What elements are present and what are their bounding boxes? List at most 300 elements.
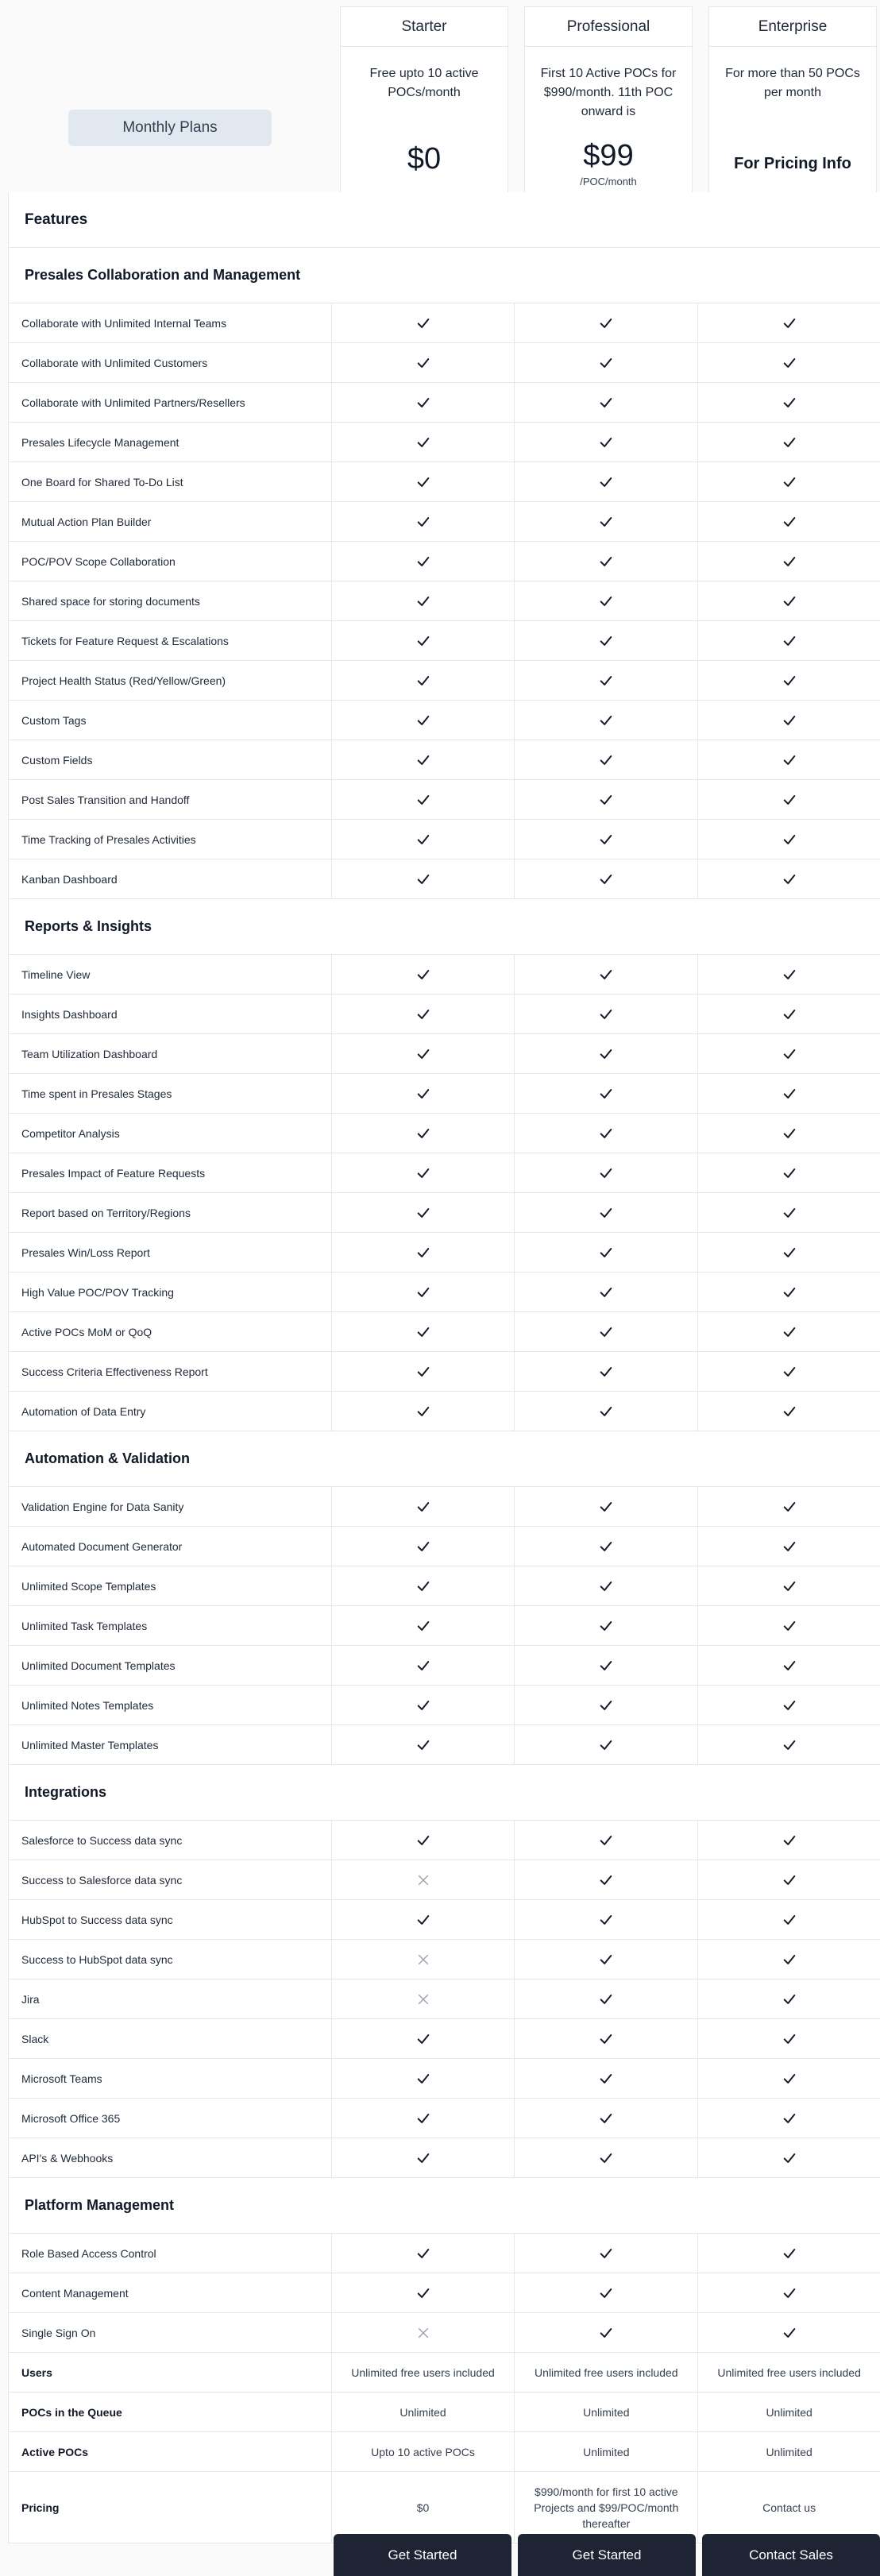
plan-availability-cell <box>515 1979 698 2018</box>
check-icon <box>416 674 430 688</box>
check-icon <box>599 2072 613 2086</box>
check-icon <box>782 2326 797 2340</box>
feature-label: Presales Lifecycle Management <box>9 423 332 462</box>
plan-availability-cell <box>332 1233 515 1272</box>
plan-availability-cell <box>332 2234 515 2273</box>
plan-availability-cell <box>332 2138 515 2177</box>
feature-label: Mutual Action Plan Builder <box>9 502 332 541</box>
check-icon <box>416 1698 430 1713</box>
plan-availability-cell <box>515 1940 698 1979</box>
feature-comparison-table <box>8 192 880 2543</box>
feature-label: Role Based Access Control <box>9 2234 332 2273</box>
check-icon <box>416 515 430 529</box>
check-icon <box>782 1404 797 1419</box>
plan-availability-cell <box>698 1527 880 1566</box>
summary-value: Contact us <box>762 2501 816 2514</box>
check-icon <box>416 1126 430 1141</box>
feature-label: Unlimited Document Templates <box>9 1646 332 1685</box>
check-icon <box>782 967 797 982</box>
feature-row <box>9 1153 880 1193</box>
plan-availability-cell <box>698 1392 880 1431</box>
plan-price: $0 <box>407 142 442 176</box>
check-icon <box>782 554 797 569</box>
plan-availability-cell <box>515 2313 698 2352</box>
check-icon <box>416 316 430 330</box>
feature-label: Microsoft Office 365 <box>9 2099 332 2138</box>
check-icon <box>599 1285 613 1300</box>
feature-row <box>9 2234 880 2273</box>
footer-get-started-button[interactable]: Get Started <box>518 2534 696 2576</box>
check-icon <box>782 753 797 767</box>
plan-availability-cell <box>332 701 515 740</box>
check-icon <box>599 1007 613 1022</box>
feature-row <box>9 740 880 780</box>
summary-value: Unlimited free users included <box>515 2353 698 2392</box>
check-icon <box>782 1873 797 1887</box>
check-icon <box>416 356 430 370</box>
cross-icon <box>416 2326 430 2340</box>
plan-name: Starter <box>341 7 508 47</box>
check-icon <box>782 674 797 688</box>
feature-label: Success to Salesforce data sync <box>9 1860 332 1899</box>
plan-availability-cell <box>515 621 698 660</box>
check-icon <box>416 1539 430 1554</box>
feature-label: Microsoft Teams <box>9 2059 332 2098</box>
plan-availability-cell <box>515 1392 698 1431</box>
summary-value: Unlimited <box>515 2432 698 2471</box>
check-icon <box>782 1952 797 1967</box>
feature-label: Collaborate with Unlimited Internal Teams <box>9 303 332 342</box>
check-icon <box>782 594 797 608</box>
monthly-plans-toggle[interactable]: Monthly Plans <box>68 110 272 146</box>
plan-availability-cell <box>698 2019 880 2058</box>
plan-availability-cell <box>698 2273 880 2312</box>
feature-row <box>9 1273 880 1312</box>
feature-row <box>9 1487 880 1527</box>
plan-name: Professional <box>525 7 692 47</box>
check-icon <box>599 2326 613 2340</box>
check-icon <box>416 634 430 648</box>
summary-row <box>9 2432 880 2472</box>
footer-contact-sales-button[interactable]: Contact Sales <box>702 2534 880 2576</box>
check-icon <box>599 1404 613 1419</box>
feature-label: Active POCs MoM or QoQ <box>9 1312 332 1351</box>
feature-label: Slack <box>9 2019 332 2058</box>
feature-label: Tickets for Feature Request & Escalations <box>9 621 332 660</box>
plan-availability-cell <box>698 1725 880 1764</box>
feature-row <box>9 1527 880 1566</box>
check-icon <box>416 2072 430 2086</box>
feature-label: Salesforce to Success data sync <box>9 1821 332 1860</box>
check-icon <box>416 2286 430 2300</box>
feature-label: Custom Tags <box>9 701 332 740</box>
feature-label: Collaborate with Unlimited Partners/Resellers <box>9 383 332 422</box>
check-icon <box>599 1833 613 1848</box>
plan-availability-cell <box>698 1566 880 1605</box>
check-icon <box>782 1246 797 1260</box>
feature-row <box>9 780 880 820</box>
feature-row <box>9 1821 880 1860</box>
plan-availability-cell <box>515 1074 698 1113</box>
summary-label: Users <box>9 2353 332 2392</box>
feature-table-body <box>9 248 880 2543</box>
plan-availability-cell <box>698 2313 880 2352</box>
summary-row <box>9 2393 880 2432</box>
check-icon <box>782 515 797 529</box>
plan-availability-cell <box>515 383 698 422</box>
check-icon <box>599 753 613 767</box>
check-icon <box>782 1365 797 1379</box>
feature-row <box>9 1900 880 1940</box>
check-icon <box>782 2286 797 2300</box>
plan-availability-cell <box>332 994 515 1033</box>
plan-availability-cell <box>332 740 515 779</box>
plan-availability-cell <box>332 1312 515 1351</box>
plan-availability-cell <box>332 1646 515 1685</box>
check-icon <box>416 1833 430 1848</box>
feature-label: Shared space for storing documents <box>9 581 332 620</box>
check-icon <box>782 1500 797 1514</box>
plan-availability-cell <box>332 2313 515 2352</box>
check-icon <box>782 1285 797 1300</box>
cross-icon <box>416 1992 430 2006</box>
plan-availability-cell <box>698 1034 880 1073</box>
plan-availability-cell <box>332 955 515 994</box>
check-icon <box>416 1166 430 1180</box>
plan-availability-cell <box>698 1193 880 1232</box>
summary-value: Unlimited <box>766 2405 812 2419</box>
feature-label: Unlimited Scope Templates <box>9 1566 332 1605</box>
summary-value: Upto 10 active POCs <box>332 2432 515 2471</box>
feature-row <box>9 1686 880 1725</box>
check-icon <box>782 475 797 489</box>
check-icon <box>599 1539 613 1554</box>
plan-availability-cell <box>515 2234 698 2273</box>
check-icon <box>416 832 430 847</box>
plan-availability-cell <box>515 1900 698 1939</box>
plan-availability-cell <box>332 1940 515 1979</box>
plan-availability-cell <box>698 2138 880 2177</box>
plan-availability-cell <box>698 1114 880 1153</box>
check-icon <box>782 1659 797 1673</box>
feature-label: Competitor Analysis <box>9 1114 332 1153</box>
plan-availability-cell <box>332 1566 515 1605</box>
feature-row <box>9 343 880 383</box>
check-icon <box>599 1126 613 1141</box>
feature-label: Success Criteria Effectiveness Report <box>9 1352 332 1391</box>
plan-availability-cell <box>698 1686 880 1724</box>
check-icon <box>416 1738 430 1752</box>
feature-label: API's & Webhooks <box>9 2138 332 2177</box>
check-icon <box>782 1539 797 1554</box>
plan-availability-cell <box>698 542 880 581</box>
feature-row <box>9 1646 880 1686</box>
feature-row <box>9 2138 880 2178</box>
feature-label: Unlimited Master Templates <box>9 1725 332 1764</box>
check-icon <box>599 1698 613 1713</box>
plan-description: Free upto 10 active POCs/month <box>369 67 479 99</box>
feature-row <box>9 1233 880 1273</box>
plan-availability-cell <box>515 303 698 342</box>
feature-label: Automated Document Generator <box>9 1527 332 1566</box>
check-icon <box>599 1246 613 1260</box>
plan-description: First 10 Active POCs for $990/month. 11th POC onward is <box>540 67 677 118</box>
check-icon <box>599 1047 613 1061</box>
check-icon <box>599 2246 613 2261</box>
plan-availability-cell <box>515 1725 698 1764</box>
check-icon <box>416 1365 430 1379</box>
feature-row <box>9 303 880 343</box>
check-icon <box>599 515 613 529</box>
plan-availability-cell <box>332 1821 515 1860</box>
plan-availability-cell <box>515 780 698 819</box>
check-icon <box>782 1992 797 2006</box>
plan-availability-cell <box>515 2273 698 2312</box>
plan-availability-cell <box>698 1153 880 1192</box>
plan-availability-cell <box>698 859 880 898</box>
plan-availability-cell <box>515 542 698 581</box>
cross-icon <box>416 1952 430 1967</box>
plan-availability-cell <box>515 1312 698 1351</box>
plan-availability-cell <box>332 502 515 541</box>
plan-availability-cell <box>332 383 515 422</box>
feature-label: POC/POV Scope Collaboration <box>9 542 332 581</box>
check-icon <box>599 674 613 688</box>
plan-availability-cell <box>332 303 515 342</box>
check-icon <box>416 1659 430 1673</box>
check-icon <box>599 1206 613 1220</box>
check-icon <box>599 594 613 608</box>
check-icon <box>416 1404 430 1419</box>
plan-availability-cell <box>698 1352 880 1391</box>
plan-availability-cell <box>332 1527 515 1566</box>
summary-value: Unlimited free users included <box>332 2353 515 2392</box>
feature-label: Unlimited Notes Templates <box>9 1686 332 1724</box>
feature-row <box>9 2059 880 2099</box>
check-icon <box>416 753 430 767</box>
feature-row <box>9 1193 880 1233</box>
plan-availability-cell <box>698 820 880 859</box>
plan-availability-cell <box>515 820 698 859</box>
plan-price-unit: /POC/month <box>580 176 637 187</box>
plan-availability-cell <box>515 740 698 779</box>
check-icon <box>599 1738 613 1752</box>
check-icon <box>416 1913 430 1927</box>
plan-availability-cell <box>515 701 698 740</box>
feature-row <box>9 1114 880 1153</box>
feature-label: Post Sales Transition and Handoff <box>9 780 332 819</box>
plan-availability-cell <box>515 955 698 994</box>
footer-buttons <box>0 2534 880 2576</box>
feature-row <box>9 1860 880 1900</box>
cross-icon <box>416 1873 430 1887</box>
check-icon <box>782 1087 797 1101</box>
feature-label: Custom Fields <box>9 740 332 779</box>
feature-row <box>9 462 880 502</box>
feature-row <box>9 994 880 1034</box>
plan-availability-cell <box>332 1392 515 1431</box>
plan-availability-cell <box>698 1940 880 1979</box>
check-icon <box>599 793 613 807</box>
plan-availability-cell <box>698 1821 880 1860</box>
feature-row <box>9 1606 880 1646</box>
feature-row <box>9 2019 880 2059</box>
plan-availability-cell <box>698 1233 880 1272</box>
plan-availability-cell <box>332 1686 515 1724</box>
plan-availability-cell <box>515 1821 698 1860</box>
check-icon <box>782 396 797 410</box>
check-icon <box>416 793 430 807</box>
check-icon <box>599 1873 613 1887</box>
check-icon <box>782 1833 797 1848</box>
check-icon <box>782 2072 797 2086</box>
check-icon <box>782 793 797 807</box>
plan-availability-cell <box>515 1487 698 1526</box>
check-icon <box>782 1738 797 1752</box>
check-icon <box>599 1659 613 1673</box>
feature-label: High Value POC/POV Tracking <box>9 1273 332 1311</box>
feature-row <box>9 1074 880 1114</box>
check-icon <box>599 634 613 648</box>
check-icon <box>599 1952 613 1967</box>
feature-row <box>9 1979 880 2019</box>
plan-availability-cell <box>515 1153 698 1192</box>
plan-availability-cell <box>332 462 515 501</box>
feature-label: Validation Engine for Data Sanity <box>9 1487 332 1526</box>
plan-availability-cell <box>515 2059 698 2098</box>
check-icon <box>599 554 613 569</box>
plan-availability-cell <box>332 1034 515 1073</box>
plan-availability-cell <box>332 2099 515 2138</box>
plan-availability-cell <box>698 1606 880 1645</box>
summary-row <box>9 2353 880 2393</box>
plan-availability-cell <box>515 581 698 620</box>
feature-row <box>9 1312 880 1352</box>
plan-availability-cell <box>698 955 880 994</box>
check-icon <box>416 1007 430 1022</box>
check-icon <box>782 1325 797 1339</box>
plan-availability-cell <box>332 1487 515 1526</box>
feature-label: Single Sign On <box>9 2313 332 2352</box>
feature-label: HubSpot to Success data sync <box>9 1900 332 1939</box>
feature-label: Jira <box>9 1979 332 2018</box>
plan-availability-cell <box>332 2019 515 2058</box>
plan-availability-cell <box>698 661 880 700</box>
feature-row <box>9 1034 880 1074</box>
plan-availability-cell <box>332 1606 515 1645</box>
plan-availability-cell <box>332 343 515 382</box>
check-icon <box>416 967 430 982</box>
feature-row <box>9 955 880 994</box>
plan-availability-cell <box>515 1352 698 1391</box>
plan-availability-cell <box>515 2138 698 2177</box>
feature-row <box>9 1392 880 1431</box>
feature-row <box>9 1352 880 1392</box>
check-icon <box>782 1579 797 1593</box>
check-icon <box>416 1500 430 1514</box>
plan-availability-cell <box>698 2059 880 2098</box>
features-heading: Features <box>9 192 880 248</box>
check-icon <box>599 1087 613 1101</box>
check-icon <box>599 967 613 982</box>
check-icon <box>416 2111 430 2126</box>
check-icon <box>782 1913 797 1927</box>
check-icon <box>599 1619 613 1633</box>
plan-availability-cell <box>698 740 880 779</box>
check-icon <box>782 872 797 886</box>
plan-availability-cell <box>332 780 515 819</box>
check-icon <box>599 435 613 450</box>
plan-availability-cell <box>698 1312 880 1351</box>
feature-label: Kanban Dashboard <box>9 859 332 898</box>
feature-row <box>9 859 880 899</box>
feature-label: Team Utilization Dashboard <box>9 1034 332 1073</box>
feature-label: Unlimited Task Templates <box>9 1606 332 1645</box>
check-icon <box>599 356 613 370</box>
check-icon <box>599 1579 613 1593</box>
plan-availability-cell <box>698 502 880 541</box>
check-icon <box>599 872 613 886</box>
plan-description: For more than 50 POCs per month <box>725 67 860 99</box>
plan-availability-cell <box>698 383 880 422</box>
check-icon <box>782 1619 797 1633</box>
feature-label: Collaborate with Unlimited Customers <box>9 343 332 382</box>
plan-availability-cell <box>515 1860 698 1899</box>
check-icon <box>416 2246 430 2261</box>
section-heading: Platform Management <box>9 2178 880 2234</box>
plan-availability-cell <box>332 1900 515 1939</box>
plan-availability-cell <box>332 1979 515 2018</box>
feature-row <box>9 1566 880 1606</box>
check-icon <box>782 2032 797 2046</box>
plan-availability-cell <box>515 859 698 898</box>
feature-row <box>9 701 880 740</box>
plan-availability-cell <box>515 1233 698 1272</box>
check-icon <box>782 435 797 450</box>
plan-availability-cell <box>515 1686 698 1724</box>
check-icon <box>416 1285 430 1300</box>
plan-availability-cell <box>332 1725 515 1764</box>
feature-row <box>9 1725 880 1765</box>
summary-label: POCs in the Queue <box>9 2393 332 2431</box>
feature-label: Success to HubSpot data sync <box>9 1940 332 1979</box>
check-icon <box>599 1992 613 2006</box>
plan-availability-cell <box>698 2234 880 2273</box>
plan-availability-cell <box>698 780 880 819</box>
check-icon <box>782 1007 797 1022</box>
check-icon <box>782 832 797 847</box>
plan-availability-cell <box>698 581 880 620</box>
plan-availability-cell <box>698 462 880 501</box>
check-icon <box>599 1913 613 1927</box>
check-icon <box>416 1246 430 1260</box>
feature-row <box>9 383 880 423</box>
plan-availability-cell <box>332 1352 515 1391</box>
plan-availability-cell <box>515 2099 698 2138</box>
check-icon <box>416 1206 430 1220</box>
plan-availability-cell <box>698 1900 880 1939</box>
feature-label: Insights Dashboard <box>9 994 332 1033</box>
check-icon <box>416 435 430 450</box>
check-icon <box>599 1325 613 1339</box>
footer-get-started-button[interactable]: Get Started <box>334 2534 511 2576</box>
feature-row <box>9 1940 880 1979</box>
check-icon <box>782 1047 797 1061</box>
plan-availability-cell <box>515 2019 698 2058</box>
feature-label: Report based on Territory/Regions <box>9 1193 332 1232</box>
check-icon <box>599 1365 613 1379</box>
section-heading: Integrations <box>9 1765 880 1821</box>
